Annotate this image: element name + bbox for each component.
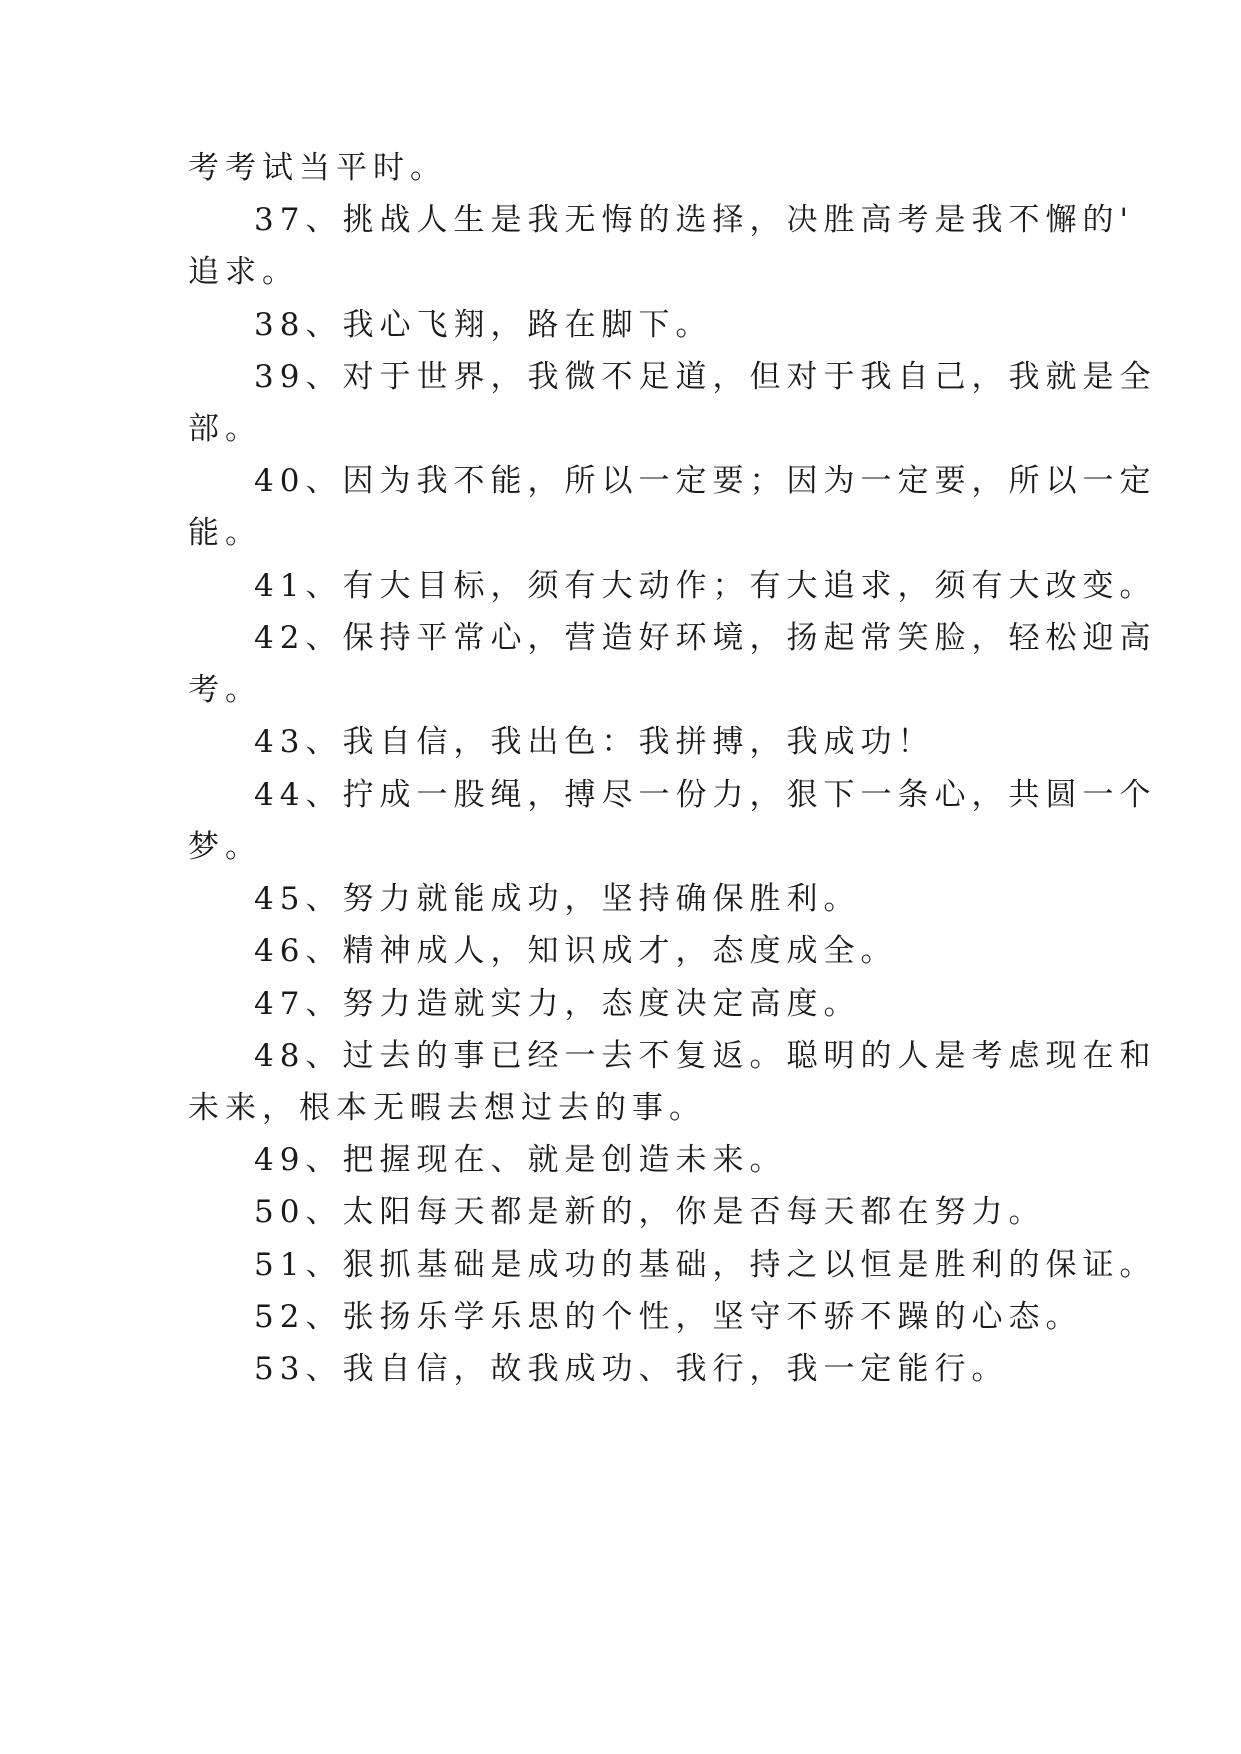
text-line: 追求。 — [188, 254, 299, 290]
text-line: 43、我自信，我出色：我拼搏，我成功！ — [254, 724, 935, 760]
text-line: 50、太阳每天都是新的，你是否每天都在努力。 — [254, 1194, 1046, 1230]
text-line: 未来，根本无暇去想过去的事。 — [188, 1090, 706, 1126]
text-line: 52、张扬乐学乐思的个性，坚守不骄不躁的心态。 — [254, 1299, 1083, 1335]
text-line: 考。 — [188, 672, 262, 708]
text-line: 39、对于世界，我微不足道，但对于我自己，我就是全 — [254, 359, 1157, 395]
text-line: 51、狠抓基础是成功的基础，持之以恒是胜利的保证。 — [254, 1247, 1157, 1283]
text-line: 49、把握现在、就是创造未来。 — [254, 1142, 787, 1178]
text-line: 45、努力就能成功，坚持确保胜利。 — [254, 881, 861, 917]
text-line: 47、努力造就实力，态度决定高度。 — [254, 986, 861, 1022]
text-line: 42、保持平常心，营造好环境，扬起常笑脸，轻松迎高 — [254, 620, 1157, 656]
text-line: 考考试当平时。 — [188, 150, 447, 186]
text-line: 48、过去的事已经一去不复返。聪明的人是考虑现在和 — [254, 1038, 1157, 1074]
text-line: 53、我自信，故我成功、我行，我一定能行。 — [254, 1351, 1009, 1387]
text-line: 46、精神成人，知识成才，态度成全。 — [254, 933, 898, 969]
text-line: 37、挑战人生是我无悔的选择，决胜高考是我不懈的' — [254, 202, 1134, 238]
text-line: 部。 — [188, 411, 262, 447]
text-line: 梦。 — [188, 829, 262, 865]
text-line: 38、我心飞翔，路在脚下。 — [254, 307, 713, 343]
text-line: 41、有大目标，须有大动作；有大追求，须有大改变。 — [254, 568, 1157, 604]
text-line: 能。 — [188, 515, 262, 551]
text-line: 40、因为我不能，所以一定要；因为一定要，所以一定 — [254, 463, 1157, 499]
text-line: 44、拧成一股绳，搏尽一份力，狠下一条心，共圆一个 — [254, 777, 1157, 813]
